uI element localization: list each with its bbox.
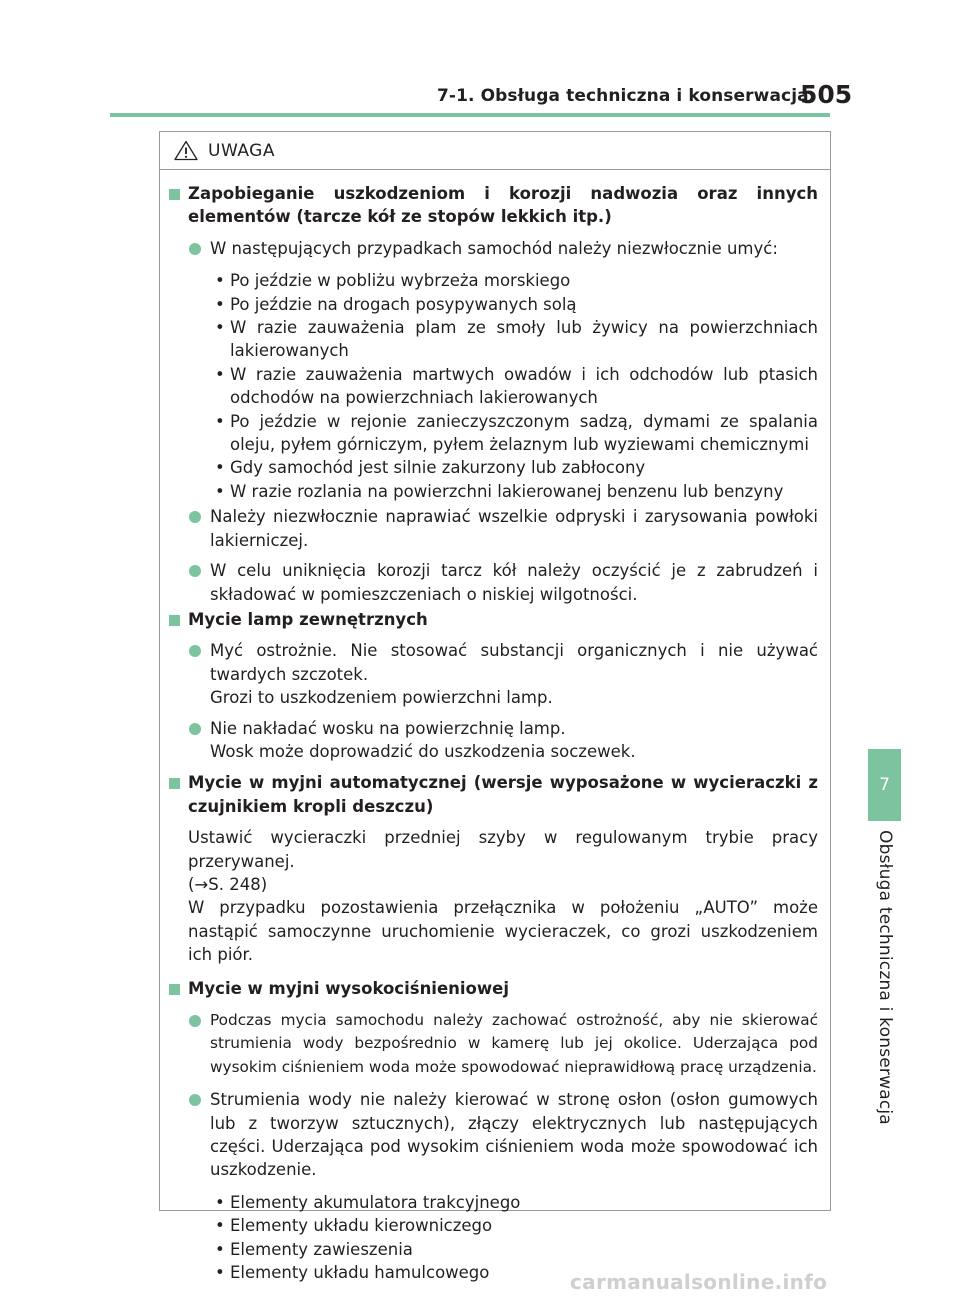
square-bullet-icon bbox=[169, 615, 180, 626]
section-title: 7-1. Obsługa techniczna i konserwacja bbox=[437, 86, 809, 106]
square-bullet-icon bbox=[169, 189, 180, 200]
square-bullet-icon bbox=[169, 778, 180, 789]
list-item: • Elementy zawieszenia bbox=[215, 1239, 413, 1259]
square-bullet-icon bbox=[169, 984, 180, 995]
chapter-number: 7 bbox=[879, 775, 890, 795]
section-heading: Zapobieganie uszkodzeniom i korozji nadwozia oraz innych elementów (tarcze kół ze stopów lekkich itp.) bbox=[160, 182, 830, 229]
chapter-tab[interactable] bbox=[868, 749, 901, 821]
watermark: carmanualsonline.info bbox=[570, 1270, 828, 1294]
list-item: • Elementy akumulatora trakcyjnego bbox=[215, 1192, 521, 1212]
list-item: • Elementy układu kierowniczego bbox=[215, 1216, 493, 1236]
circle-bullet-icon bbox=[189, 645, 201, 657]
page-number: 505 bbox=[800, 80, 853, 109]
bullet-item: Podczas mycia samochodu należy zachować ostrożność, aby nie skierować strumienia wody bezpośrednio w kamerę lub jej okolice. Uderzająca pod wysokim ciśnieniem woda może spowodować nieprawidłową pracę urządzenia. bbox=[160, 1009, 830, 1079]
circle-bullet-icon bbox=[189, 1094, 201, 1106]
section-heading: Mycie w myjni automatycznej (wersje wyposażone w wycieraczki z czujnikiem kropli deszczu) bbox=[160, 771, 830, 818]
circle-bullet-icon bbox=[189, 243, 201, 255]
paragraph: Ustawić wycieraczki przedniej szyby w regulowanym trybie pracy przerywanej. (→S. 248) W przypadku pozostawienia przełącznika w położeniu „AUTO” może nastąpić samoczynne uruchomienie wycieraczek, co grozi uszkodzeniem ich piór. bbox=[188, 828, 818, 965]
circle-bullet-icon bbox=[189, 723, 201, 735]
page-reference[interactable]: (→S. 248) bbox=[188, 874, 268, 894]
warning-content bbox=[160, 176, 830, 1284]
list-item: • Gdy samochód jest silnie zakurzony lub zabłocony bbox=[215, 458, 646, 478]
circle-bullet-icon bbox=[189, 565, 201, 577]
list-item: • W razie zauważenia martwych owadów i ich odchodów lub ptasich odchodów na powierzchniach lakierowanych bbox=[215, 364, 818, 408]
section-heading: Mycie w myjni wysokociśnieniowej bbox=[160, 977, 830, 1000]
list-item: • Po jeździe w pobliżu wybrzeża morskiego bbox=[215, 271, 571, 291]
circle-bullet-icon bbox=[189, 1015, 201, 1027]
chapter-label: Obsługa techniczna i konserwacja bbox=[875, 830, 895, 1125]
bullet-item: W następujących przypadkach samochód należy niezwłocznie umyć: bbox=[160, 237, 830, 260]
bullet-item: Myć ostrożnie. Nie stosować substancji organicznych i nie używać twardych szczotek. Grozi to uszkodzeniem powierzchni lamp. bbox=[160, 639, 830, 709]
bullet-item: Należy niezwłocznie naprawiać wszelkie odpryski i zarysowania powłoki lakierniczej. bbox=[160, 505, 830, 552]
bullet-item: Strumienia wody nie należy kierować w stronę osłon (osłon gumowych lub z tworzyw sztucznych), złączy elektrycznych lub następujących części. Uderzająca pod wysokim ciśnieniem woda może spowodować ich uszkodzenie. bbox=[160, 1088, 830, 1182]
list-item: • Po jeździe w rejonie zanieczyszczonym sadzą, dymami ze spalania oleju, pyłem górniczym, pyłem żelaznym lub wyziewami chemicznymi bbox=[215, 411, 818, 455]
bullet-item: Nie nakładać wosku na powierzchnię lamp. Wosk może doprowadzić do uszkodzenia soczewek. bbox=[160, 717, 830, 764]
warning-triangle-icon bbox=[174, 140, 198, 161]
list-item: • Po jeździe na drogach posypywanych solą bbox=[215, 294, 577, 314]
list-item: • W razie zauważenia plam ze smoły lub żywicy na powierzchniach lakierowanych bbox=[215, 318, 818, 361]
circle-bullet-icon bbox=[189, 511, 201, 523]
bullet-item: W celu uniknięcia korozji tarcz kół należy oczyścić je z zabrudzeń i składować w pomieszczeniach o niskiej wilgotności. bbox=[160, 559, 830, 606]
warning-title: UWAGA bbox=[208, 141, 275, 161]
sub-list bbox=[160, 269, 830, 503]
warning-header bbox=[160, 132, 830, 170]
header-divider bbox=[110, 113, 830, 117]
section-heading: Mycie lamp zewnętrznych bbox=[160, 608, 830, 631]
list-item: • Elementy układu hamulcowego bbox=[215, 1263, 490, 1283]
list-item: • W razie rozlania na powierzchni lakierowanej benzenu lub benzyny bbox=[215, 481, 784, 501]
